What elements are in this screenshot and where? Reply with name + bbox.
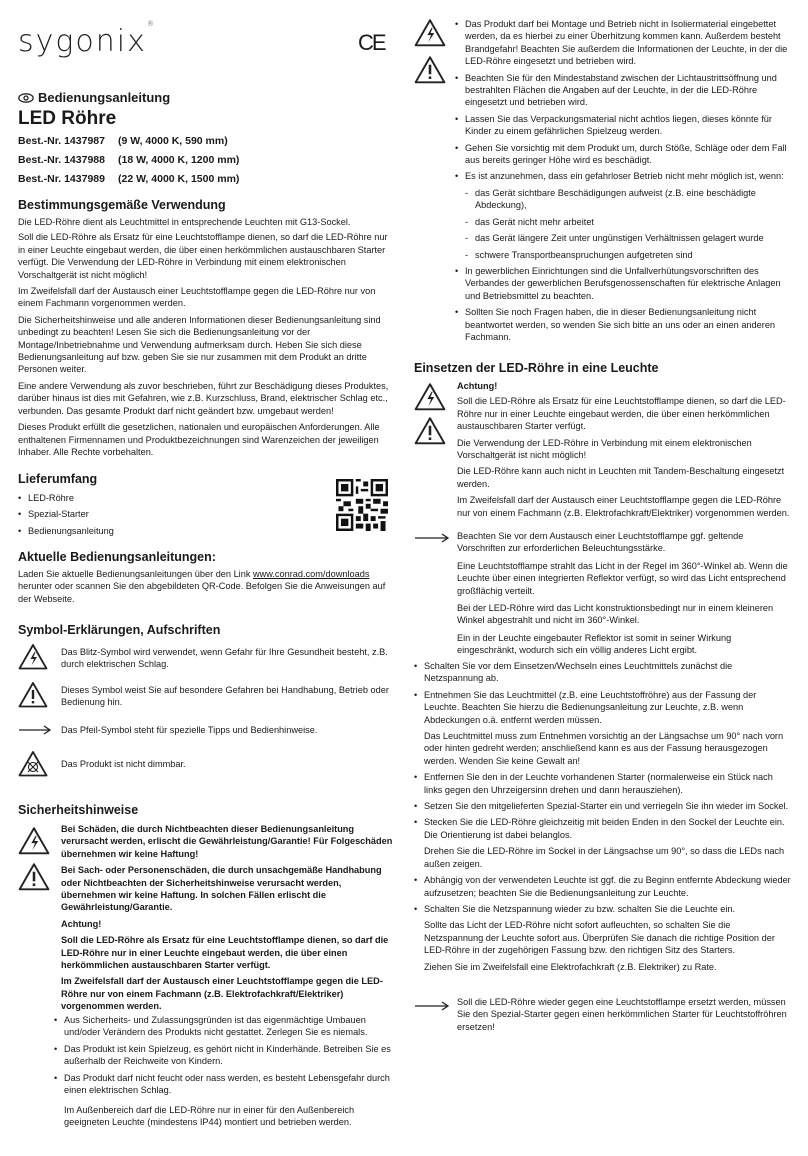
section-heading: Bestimmungsgemäße Verwendung <box>18 198 226 212</box>
safety-list <box>54 1014 393 1096</box>
symbol-text: Dieses Symbol weist Sie auf besondere Gefahren bei Handhabung, Betrieb oder Bedienung hin. <box>61 685 389 708</box>
step-note: Sollte das Licht der LED-Röhre nicht sofort aufleuchten, so schalten Sie die Netzspannung der Leuchte sofort aus. Überprüfen Sie danach die richtige Position der LED-Röhre in der zugehörigen Fassung bzw. den richtigen Sitz des Starters. <box>424 920 775 956</box>
article-number: Best.-Nr. 1437987 (9 W, 4000 K, 590 mm) <box>18 135 228 147</box>
not-dimmable-icon <box>18 750 48 777</box>
step-item: • Setzen Sie den mitgelieferten Spezial-Starter ein und verriegeln Sie ihn wieder im Sockel. <box>414 800 791 812</box>
list-item: - das Gerät längere Zeit unter ungünstigen Verhältnissen gelagert wurde <box>465 232 791 244</box>
list-item: • Das Produkt ist kein Spielzeug, es gehört nicht in Kinderhände. Betreiben Sie es außerhalb der Reichweite von Kindern. <box>54 1043 393 1068</box>
list-item: • Aus Sicherheits- und Zulassungsgründen ist das eigenmächtige Umbauen und/oder Verändern des Produkts nicht gestattet. Zerlegen Sie es niemals. <box>54 1014 393 1039</box>
symbol-text: Das Produkt ist nicht dimmbar. <box>61 759 186 769</box>
list-item: • Lassen Sie das Verpackungsmaterial nicht achtlos liegen, dieses könnte für Kinder zu einem gefährlichen Spielzeug werden. <box>455 113 791 138</box>
step-item: • Abhängig von der verwendeten Leuchte ist ggf. die zu Beginn entfernte Abdeckung wieder aufzusetzen; beachten Sie die Bedienungsanleitung zur Leuchte. <box>414 874 791 899</box>
safety-notice: Bei Schäden, die durch Nichtbeachten dieser Bedienungsanleitung verursacht werden, erlischt die Gewährleistung/Garantie! Für Folgeschäden übernehmen wir keine Haftung! Bei Sach- oder Personenschäden, die durch unsachgemäße Handhabung oder Nichtbeachten der Sicherheitshinweise verursacht werden, übernehmen wir keine Haftung. In solchen Fällen erlischt die Gewährleistung/Garantie. Achtung! Soll die LED-Röhre als Ersatz für eine Leuchtstofflampe dienen, so darf die LED-Röhre nur in einer Leuchte eingebaut werden, die über einen herkömmlichen austauschbaren Starter verfügt. Im Zweifelsfall darf der Austausch einer Leuchtstofflampe gegen die LED-Röhre nur von einem Fachmann (z.B. Elektrofachkraft/Elektriker) vorgenommen werden. <box>61 824 393 1012</box>
arrow-right-icon <box>414 533 450 543</box>
step-item: • Entfernen Sie den in der Leuchte vorhandenen Starter (normalerweise ein Stück nach links gegen den Uhrzeigersinn drehen und dann herausziehen). <box>414 771 791 796</box>
arrow-right-icon <box>414 1001 450 1011</box>
delivery-list <box>18 490 318 539</box>
step-item: • Schalten Sie die Netzspannung wieder zu bzw. schalten Sie die Leuchte ein. <box>414 903 791 915</box>
usage-text: Die LED-Röhre dient als Leuchtmittel in entsprechende Leuchten mit G13-Sockel. Soll die LED-Röhre als Ersatz für eine Leuchtstofflampe dienen, so darf die LED-Röhre nur in einer Leuchte eingebaut werden, die über einen herkömmlichen austauschbaren Starter verfügt. Die Verwendung der LED-Röhre in Verbindung mit einem elektronischen Vorschaltgerät ist nicht möglich! Im Zweifelsfall darf der Austausch einer Leuchtstofflampe gegen die LED-Röhre nur von einem Fachmann vorgenommen werden. Die Sicherheitshinweise und alle anderen Informationen dieser Bedienungsanleitung sind unbedingt zu beachten! Lesen Sie sich die Bedienungsanleitung vor der Montage/Inbetriebnahme und Verwendung aufmerksam durch. Heben Sie sich diese Bedienungsanleitung auf bzw. geben Sie sie nur zusammen mit dem Produkt an dritte Personen weiter. Eine andere Verwendung als zuvor beschrieben, führt zur Beschädigung dieses Produktes, darüber hinaus ist dies mit Gefahren, wie z.B. Kurzschluss, Brand, elektrischer Schlag etc., verbunden. Das gesamte Produkt darf nicht geändert bzw. umgebaut werden! Dieses Produkt erfüllt die gesetzlichen, nationalen und europäischen Anforderungen. Alle enthaltenen Firmennamen und Produktbezeichnungen sind Warenzeichen der jeweiligen Inhaber. Alle Rechte vorbehalten. <box>18 217 389 457</box>
install-warning: Achtung! Soll die LED-Röhre als Ersatz für eine Leuchtstofflampe dienen, so darf die LED-Röhre nur in einer Leuchte eingebaut werden, die über einen herkömmlichen austauschbaren Starter verfügt. Die Verwendung der LED-Röhre in Verbindung mit einem elektronischen Vorschaltgerät ist nicht möglich! Die LED-Röhre kann auch nicht in Leuchten mit Tandem-Beschaltung eingesetzt werden. Im Zweifelsfall darf der Austausch einer Leuchtstofflampe gegen die LED-Röhre nur von einem Fachmann (z.B. Elektrofachkraft/Elektriker) vorgenommen werden. <box>457 381 790 518</box>
symbol-text: Das Pfeil-Symbol steht für spezielle Tipps und Bedienhinweise. <box>61 725 318 735</box>
arrow-right-icon <box>18 725 52 735</box>
manual-label: Bedienungsanleitung <box>18 90 170 105</box>
section-heading: Sicherheitshinweise <box>18 803 139 817</box>
section-heading: Symbol-Erklärungen, Aufschriften <box>18 623 221 637</box>
section-heading: Lieferumfang <box>18 472 98 486</box>
list-item: • Bedienungsanleitung <box>18 523 318 539</box>
final-tip: Soll die LED-Röhre wieder gegen eine Leuchtstofflampe ersetzt werden, müssen Sie den Spezial-Starter gegen einen herkömmlichen Starter für Leuchtstoffröhren ersetzen! <box>457 997 787 1032</box>
warning-icon <box>18 681 48 708</box>
step-item: • Stecken Sie die LED-Röhre gleichzeitig mit beiden Enden in den Sockel der Leuchte ein. Die Orientierung ist dabei belanglos. <box>414 816 791 841</box>
qr-code[interactable] <box>336 479 388 531</box>
install-steps <box>414 660 791 973</box>
article-number: Best.-Nr. 1437988 (18 W, 4000 K, 1200 mm) <box>18 154 240 166</box>
install-tips: Beachten Sie vor dem Austausch einer Leuchtstofflampe ggf. geltende Vorschriften zur erforderlichen Beleuchtungsstärke. Eine Leuchtstofflampe strahlt das Licht in der Regel im 360°-Winkel ab. Wenn die Leuchte über einen integrierten Reflektor verfügt, so wird das Licht entsprechend großflächig verteilt. Bei der LED-Röhre wird das Licht konstruktionsbedingt nur in einem kleineren Winkel abgestrahlt und nicht im 360°-Winkel. Ein in der Leuchte eingebauter Reflektor ist somit in seiner Wirkung eingeschränkt, wodurch sich ein völlig anderes Licht ergibt. <box>457 531 788 656</box>
section-heading: Einsetzen der LED-Röhre in eine Leuchte <box>414 361 659 375</box>
outdoor-note: Im Außenbereich darf die LED-Röhre nur in einer für den Außenbereich geeigneten Leuchte (mindestens IP44) montiert und betrieben werden. <box>64 1105 355 1128</box>
page-title: LED Röhre <box>18 108 117 129</box>
list-item: • Sollten Sie noch Fragen haben, die in dieser Bedienungsanleitung nicht beantwortet werden, so wenden Sie sich bitte an uns oder an einen anderen Fachmann. <box>455 306 791 343</box>
section-heading: Aktuelle Bedienungsanleitungen: <box>18 550 216 564</box>
list-item: • Spezial-Starter <box>18 506 318 522</box>
brand-logo: sygonix® <box>18 20 154 59</box>
list-item: • LED-Röhre <box>18 490 318 506</box>
list-item: • Das Produkt darf nicht feucht oder nass werden, es besteht Lebensgefahr durch einen elektrischen Schlag. <box>54 1072 393 1097</box>
list-item: • Das Produkt darf bei Montage und Betrieb nicht in Isoliermaterial eingebettet werden, da es hierbei zu einer Überhitzung kommen kann. Außerdem besteht Brandgefahr! Beachten Sie außerdem die Informationen der Leuchte, in der die LED-Röhre eingesetzt und betrieben wird. <box>455 18 791 68</box>
article-number: Best.-Nr. 1437989 (22 W, 4000 K, 1500 mm) <box>18 173 240 185</box>
lightning-warning-icon <box>414 382 446 411</box>
list-item: - das Gerät sichtbare Beschädigungen aufweist (z.B. eine beschädigte Abdeckung), <box>465 187 791 212</box>
step-item: • Schalten Sie vor dem Einsetzen/Wechseln eines Leuchtmittels zunächst die Netzspannung ab. <box>414 660 791 685</box>
list-item: - das Gerät nicht mehr arbeitet <box>465 216 791 228</box>
manuals-text: Laden Sie aktuelle Bedienungsanleitungen über den Link www.conrad.com/downloads herunter oder scannen Sie den abgebildeten QR-Code. Befolgen Sie die Anweisungen auf der Webseite. <box>18 569 386 604</box>
warning-icon <box>414 416 446 445</box>
list-item: • In gewerblichen Einrichtungen sind die Unfallverhütungsvorschriften des Verbandes der gewerblichen Berufsgenossenschaften für elektrische Anlagen und Betriebsmittel zu beachten. <box>455 265 791 302</box>
eye-icon <box>18 93 34 103</box>
lightning-warning-icon <box>414 18 446 47</box>
lightning-warning-icon <box>18 643 48 670</box>
list-item: • Es ist anzunehmen, dass ein gefahrloser Betrieb nicht mehr möglich ist, wenn: <box>455 170 791 182</box>
step-item: • Entnehmen Sie das Leuchtmittel (z.B. eine Leuchtstoffröhre) aus der Fassung der Leuchte. Beachten Sie hierzu die Bedienungsanleitung zur Leuchte, z.B. wenn Abdeckungen o.ä. entfernt werden müssen. <box>414 689 791 726</box>
warning-icon <box>18 862 50 891</box>
list-item: • Gehen Sie vorsichtig mit dem Produkt um, durch Stöße, Schläge oder dem Fall aus bereits geringer Höhe wird es beschädigt. <box>455 142 791 167</box>
step-note: Das Leuchtmittel muss zum Entnehmen vorsichtig an der Längsachse um 90° nach vorn oder hinten gedreht werden; anschließend kann es aus der Fassung herausgezogen werden. Wenden Sie keine Gewalt an! <box>424 731 784 766</box>
safety-list-continued <box>455 18 791 343</box>
list-item: • Beachten Sie für den Mindestabstand zwischen der Lichtaustrittsöffnung und bestrahlten Flächen die Angaben auf der Leuchte, in der die LED-Röhre eingesetzt und betrieben wird. <box>455 72 791 109</box>
symbol-text: Das Blitz-Symbol wird verwendet, wenn Gefahr für Ihre Gesundheit besteht, z.B. durch elektrischen Schlag. <box>61 647 388 670</box>
list-item: - schwere Transportbeanspruchungen aufgetreten sind <box>465 249 791 261</box>
warning-icon <box>414 55 446 84</box>
lightning-warning-icon <box>18 826 50 855</box>
step-note: Drehen Sie die LED-Röhre im Sockel in der Längsachse um 90°, so dass die LEDs nach außen zeigen. <box>424 846 785 869</box>
ce-mark: CE <box>358 30 385 55</box>
step-note: Ziehen Sie im Zweifelsfall eine Elektrofachkraft (z.B. Elektriker) zu Rate. <box>424 961 717 972</box>
download-link[interactable]: www.conrad.com/downloads <box>252 569 370 579</box>
